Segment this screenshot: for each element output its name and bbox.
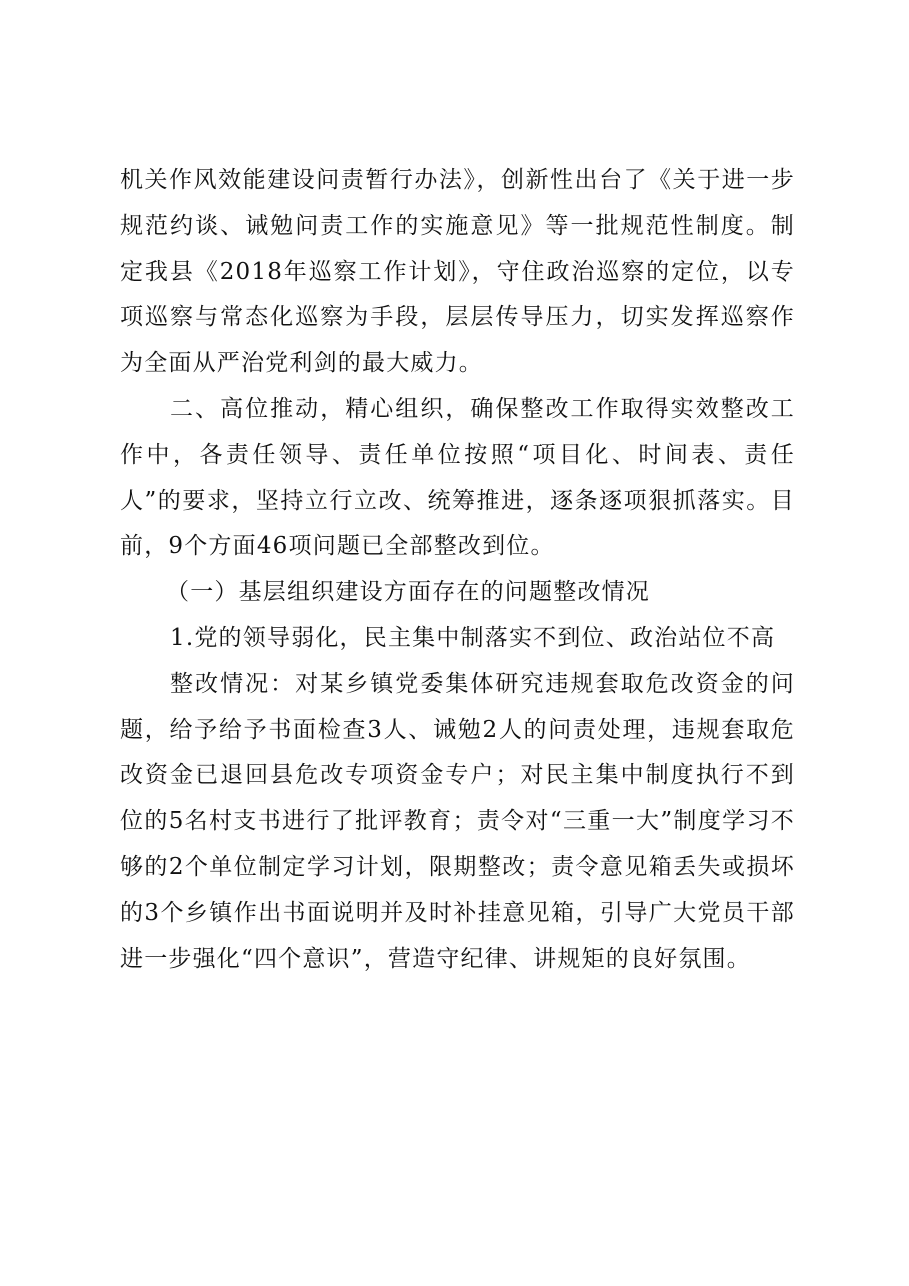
document-body xyxy=(120,158,795,982)
item-heading-party-leadership: 1.党的领导弱化，民主集中制落实不到位、政治站位不高 xyxy=(170,624,776,651)
paragraph-section-two: 二、高位推动，精心组织，确保整改工作取得实效整改工作中，各责任领导、责任单位按照“项目化、时间表、责任人”的要求，坚持立行立改、统筹推进，逐条逐项狠抓落实。目前，9个方面46项问题已全部整改到位。 xyxy=(120,395,795,560)
paragraph-continuation: 机关作风效能建设问责暂行办法》，创新性出台了《关于进一步规范约谈、诫勉问责工作的实施意见》等一批规范性制度。制定我县《2018年巡察工作计划》，守住政治巡察的定位，以专项巡察与常态化巡察为手段，层层传导压力，切实发挥巡察作为全面从严治党利剑的最大威力。 xyxy=(120,167,795,377)
subheading-grassroots-organization: （一）基层组织建设方面存在的问题整改情况 xyxy=(166,579,650,606)
paragraph-rectification-status: 整改情况：对某乡镇党委集体研究违规套取危改资金的问题，给予给予书面检查3人、诫勉2人的问责处理，违规套取危改资金已退回县危改专项资金专户；对民主集中制度执行不到位的5名村支书进行了批评教育；责令对“三重一大”制度学习不够的2个单位制定学习计划，限期整改；责令意见箱丢失或损坏的3个乡镇作出书面说明并及时补挂意见箱，引导广大党员干部进一步强化“四个意识”，营造守纪律、讲规矩的良好氛围。 xyxy=(120,670,795,972)
